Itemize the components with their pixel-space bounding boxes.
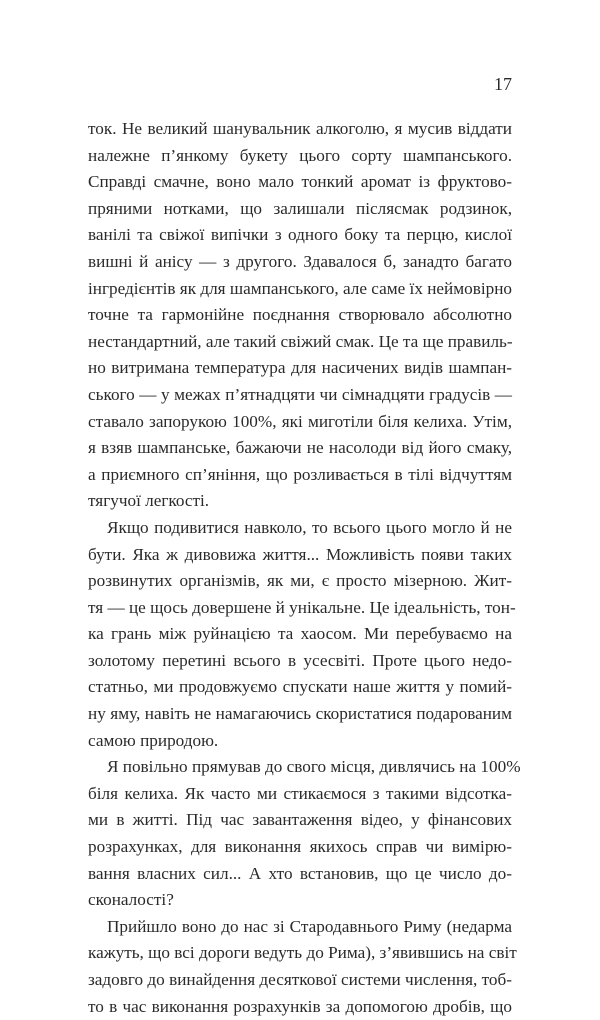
- paragraph: [88, 116, 512, 515]
- body-text: [88, 116, 521, 1020]
- text-line: ток. Не великий шанувальник алкоголю, я мусив віддати: [88, 119, 512, 138]
- text-line: ського — у межах п’ятнадцяти чи сімнадцяти градусів —: [88, 384, 512, 404]
- text-line: тя — це щось довершене й унікальне. Це ідеальність, тон-: [88, 597, 516, 617]
- text-line: Я повільно прямував до свого місця, дивлячись на 100%: [107, 757, 521, 777]
- text-line: статньо, ми продовжуємо спускати наше життя у помий-: [88, 677, 512, 697]
- text-line: інгредієнтів як для шампанського, але саме їх неймовірно: [88, 278, 512, 298]
- text-line: точне та гармонійне поєднання створювало абсолютно: [88, 305, 512, 325]
- text-line: кажуть, що всі дороги ведуть до Рима), з’явившись на світ: [88, 943, 517, 963]
- text-line: задовго до винайдення десяткової системи числення, тоб-: [88, 970, 512, 989]
- text-line: самою природою.: [88, 730, 219, 750]
- paragraph: [88, 914, 517, 1020]
- text-line: Якщо подивитися навколо, то всього цього могло й не: [107, 517, 512, 537]
- paragraph: [88, 515, 516, 754]
- text-line: а приємного сп’яніння, що розливається в тілі відчуттям: [88, 464, 512, 484]
- text-line: я взяв шампанське, бажаючи не насолоди від його смаку,: [88, 438, 512, 458]
- text-line: золотому перетині всього в усесвіті. Проте цього недо-: [88, 650, 512, 670]
- text-line: пряними нотками, що залишали післясмак родзинок,: [88, 198, 512, 218]
- text-line: то в час виконання розрахунків за допомогою дробів, що: [88, 996, 512, 1016]
- text-line: Справді смачне, воно мало тонкий аромат із фруктово-: [88, 172, 512, 192]
- text-line: ванілі та свіжої випічки з одного боку та перцю, кислої: [88, 225, 512, 245]
- paragraph: [88, 754, 521, 914]
- text-line: вання власних сил... А хто встановив, що це число до-: [88, 863, 512, 883]
- text-line: ну яму, навіть не намагаючись скористатися подарованим: [88, 704, 512, 724]
- text-line: нестандартний, але такий свіжий смак. Це та ще правиль-: [88, 331, 513, 351]
- text-line: ка грань між руйнацією та хаосом. Ми перебуваємо на: [88, 624, 512, 644]
- text-line: ставало запорукою 100%, які миготіли біля келиха. Утім,: [88, 411, 512, 431]
- text-line: ми в житті. Під час завантаження відео, у фінансових: [88, 810, 512, 830]
- text-line: сконалості?: [88, 890, 174, 910]
- text-line: розрахунках, для виконання якихось справ чи вимірю-: [88, 837, 512, 857]
- text-line: вишні й анісу — з другого. Здавалося б, занадто багато: [88, 251, 512, 271]
- text-line: належне п’янкому букету цього сорту шампанського.: [88, 145, 512, 165]
- text-line: тягучої легкості.: [88, 491, 210, 511]
- text-line: Прийшло воно до нас зі Стародавнього Риму (недарма: [107, 916, 512, 936]
- text-line: но витримана температура для насичених видів шампан-: [88, 358, 512, 378]
- text-line: біля келиха. Як часто ми стикаємося з такими відсотка-: [88, 783, 512, 803]
- text-line: розвинутих організмів, як ми, є просто мізерною. Жит-: [88, 571, 512, 591]
- page-number: 17: [494, 74, 512, 94]
- text-line: бути. Яка ж дивовижа життя... Можливість появи таких: [88, 544, 512, 564]
